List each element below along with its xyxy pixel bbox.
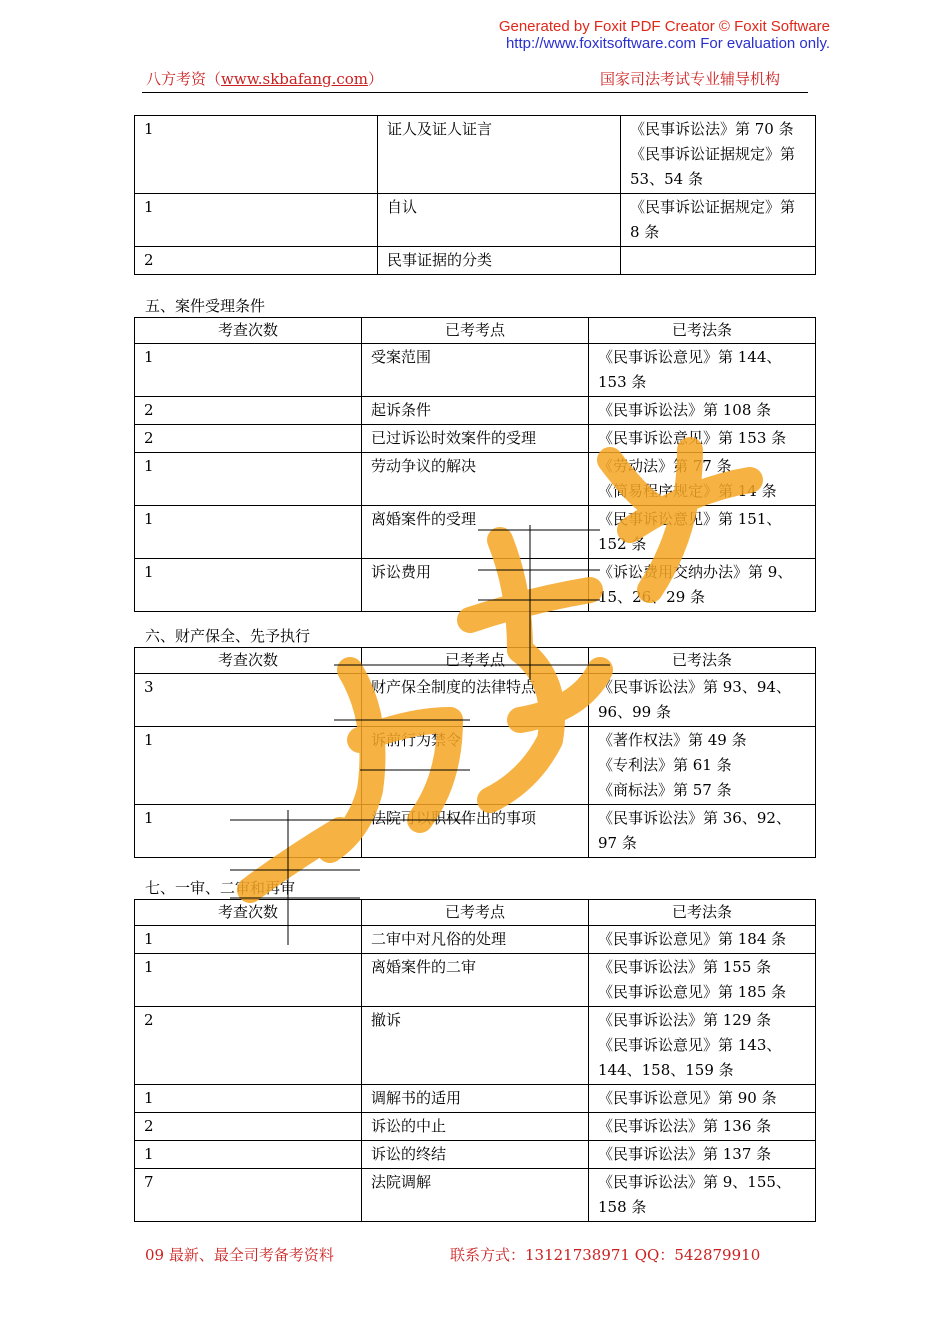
law-article-cell <box>589 425 816 453</box>
table-row <box>135 926 816 954</box>
table-row <box>135 425 816 453</box>
table-row <box>135 194 816 247</box>
exam-point-cell: 法院调解 <box>362 1169 589 1222</box>
law-article-line: 《民事诉讼证据规定》第 53、54 条 <box>630 145 796 188</box>
law-article-line: 《简易程序规定》第 14 条 <box>598 482 777 500</box>
table-continuation <box>134 115 816 275</box>
law-article-cell <box>621 247 816 275</box>
law-article-line: 《民事诉讼法》第 36、92、97 条 <box>598 809 791 852</box>
exam-point-cell: 诉讼的中止 <box>362 1113 589 1141</box>
exam-count-cell: 1 <box>135 506 362 559</box>
law-article-cell <box>621 194 816 247</box>
table-row <box>135 453 816 506</box>
evidence-table <box>134 115 816 275</box>
law-article-cell <box>589 727 816 805</box>
section-7-block <box>134 899 816 1222</box>
law-article-cell <box>589 1141 816 1169</box>
law-article-line: 《民事诉讼法》第 155 条 <box>598 958 772 976</box>
law-article-cell <box>589 674 816 727</box>
exam-point-cell: 财产保全制度的法律特点 <box>362 674 589 727</box>
exam-point-cell: 诉讼费用 <box>362 559 589 612</box>
table-row <box>135 506 816 559</box>
exam-point-cell: 法院可以职权作出的事项 <box>362 805 589 858</box>
law-article-line: 《民事诉讼法》第 137 条 <box>598 1145 772 1163</box>
section-6-title: 六、财产保全、先予执行 <box>145 627 311 645</box>
law-article-cell <box>589 805 816 858</box>
table-row <box>135 805 816 858</box>
exam-point-cell: 起诉条件 <box>362 397 589 425</box>
law-article-cell <box>589 1007 816 1085</box>
exam-point-cell: 劳动争议的解决 <box>362 453 589 506</box>
header-brand: 八方考资（ <box>146 70 222 88</box>
law-article-line <box>630 248 808 273</box>
exam-point-cell: 自认 <box>378 194 621 247</box>
foxit-line-2[interactable]: http://www.foxitsoftware.com For evaluation only. <box>505 35 830 52</box>
section-6-table <box>134 647 816 858</box>
footer-contact: 联系方式：13121738971 QQ：542879910 <box>450 1246 761 1264</box>
exam-count-cell: 2 <box>135 397 362 425</box>
table-row <box>135 344 816 397</box>
exam-point-cell: 离婚案件的二审 <box>362 954 589 1007</box>
section-5-title: 五、案件受理条件 <box>145 297 266 315</box>
table-row <box>135 674 816 727</box>
law-article-line: 《民事诉讼法》第 93、94、96、99 条 <box>598 678 791 721</box>
header-left <box>146 68 383 89</box>
law-article-line: 《民事诉讼法》第 70 条 <box>630 120 794 138</box>
table-row <box>135 1141 816 1169</box>
foxit-banner <box>499 18 830 52</box>
law-article-line: 《民事诉讼意见》第 184 条 <box>598 930 787 948</box>
header-url-link[interactable]: www.skbafang.com <box>221 70 369 88</box>
law-article-line: 《著作权法》第 49 条 <box>598 731 747 749</box>
law-article-line: 《劳动法》第 77 条 <box>598 457 732 475</box>
exam-count-cell: 1 <box>135 1085 362 1113</box>
exam-point-cell: 二审中对凡俗的处理 <box>362 926 589 954</box>
law-article-cell <box>589 397 816 425</box>
law-article-cell <box>589 926 816 954</box>
law-article-cell <box>589 1085 816 1113</box>
exam-count-cell: 1 <box>135 727 362 805</box>
section-6-block <box>134 647 816 858</box>
table-row <box>135 727 816 805</box>
table-header-row <box>135 648 816 674</box>
law-article-line: 《商标法》第 57 条 <box>598 781 732 799</box>
section-7-title: 七、一审、二审和再审 <box>145 879 296 897</box>
foxit-line-1: Generated by Foxit PDF Creator © Foxit Software <box>498 18 830 35</box>
column-header: 考查次数 <box>135 648 362 674</box>
table-row <box>135 1085 816 1113</box>
law-article-cell <box>589 506 816 559</box>
law-article-line: 《民事诉讼法》第 129 条 <box>598 1011 772 1029</box>
header-right: 国家司法考试专业辅导机构 <box>599 70 780 88</box>
exam-point-cell: 民事证据的分类 <box>378 247 621 275</box>
page-header <box>142 68 808 93</box>
law-article-cell <box>589 1169 816 1222</box>
law-article-line: 《民事诉讼法》第 9、155、158 条 <box>598 1173 791 1216</box>
section-5-table <box>134 317 816 612</box>
exam-count-cell: 2 <box>135 1007 362 1085</box>
table-row <box>135 1007 816 1085</box>
table-row <box>135 559 816 612</box>
exam-count-cell: 1 <box>135 344 362 397</box>
law-article-line: 《民事诉讼证据规定》第 8 条 <box>630 198 796 241</box>
exam-count-cell: 2 <box>135 425 362 453</box>
exam-point-cell: 证人及证人证言 <box>378 116 621 194</box>
footer-left: 09 最新、最全司考备考资料 <box>145 1246 334 1264</box>
column-header: 已考考点 <box>362 318 589 344</box>
law-article-line: 《专利法》第 61 条 <box>598 756 732 774</box>
exam-point-cell: 调解书的适用 <box>362 1085 589 1113</box>
law-article-cell <box>589 954 816 1007</box>
exam-count-cell: 1 <box>135 453 362 506</box>
table-row <box>135 397 816 425</box>
column-header: 已考考点 <box>362 648 589 674</box>
law-article-cell <box>589 1113 816 1141</box>
law-article-cell <box>589 453 816 506</box>
law-article-line: 《民事诉讼意见》第 90 条 <box>598 1089 777 1107</box>
exam-count-cell: 2 <box>135 1113 362 1141</box>
law-article-line: 《民事诉讼意见》第 143、144、158、159 条 <box>598 1036 782 1079</box>
section-5-block <box>134 317 816 612</box>
law-article-line: 《民事诉讼意见》第 185 条 <box>598 983 787 1001</box>
exam-count-cell: 3 <box>135 674 362 727</box>
exam-count-cell: 1 <box>135 116 378 194</box>
column-header: 已考法条 <box>589 900 816 926</box>
exam-point-cell: 已过诉讼时效案件的受理 <box>362 425 589 453</box>
table-row <box>135 247 816 275</box>
exam-count-cell: 1 <box>135 1141 362 1169</box>
column-header: 已考考点 <box>362 900 589 926</box>
law-article-line: 《民事诉讼意见》第 153 条 <box>598 429 787 447</box>
exam-count-cell: 2 <box>135 247 378 275</box>
exam-count-cell: 7 <box>135 1169 362 1222</box>
table-header-row <box>135 900 816 926</box>
table-row <box>135 954 816 1007</box>
exam-point-cell: 撤诉 <box>362 1007 589 1085</box>
table-row <box>135 1169 816 1222</box>
table-header-row <box>135 318 816 344</box>
law-article-cell <box>589 559 816 612</box>
section-7-table <box>134 899 816 1222</box>
law-article-line: 《民事诉讼意见》第 144、153 条 <box>598 348 782 391</box>
exam-point-cell: 受案范围 <box>362 344 589 397</box>
column-header: 已考法条 <box>589 648 816 674</box>
column-header: 考查次数 <box>135 900 362 926</box>
law-article-cell <box>621 116 816 194</box>
exam-count-cell: 1 <box>135 926 362 954</box>
exam-point-cell: 离婚案件的受理 <box>362 506 589 559</box>
table-row <box>135 116 816 194</box>
exam-count-cell: 1 <box>135 559 362 612</box>
exam-count-cell: 1 <box>135 194 378 247</box>
page-footer <box>145 1244 805 1265</box>
law-article-line: 《民事诉讼意见》第 151、152 条 <box>598 510 782 553</box>
column-header: 已考法条 <box>589 318 816 344</box>
law-article-line: 《民事诉讼法》第 108 条 <box>598 401 772 419</box>
table-row <box>135 1113 816 1141</box>
exam-count-cell: 1 <box>135 805 362 858</box>
exam-point-cell: 诉讼的终结 <box>362 1141 589 1169</box>
law-article-line: 《诉讼费用交纳办法》第 9、15、26、29 条 <box>598 563 793 606</box>
header-bracket: ） <box>368 70 384 88</box>
exam-point-cell: 诉前行为禁令 <box>362 727 589 805</box>
exam-count-cell: 1 <box>135 954 362 1007</box>
law-article-line: 《民事诉讼法》第 136 条 <box>598 1117 772 1135</box>
law-article-cell <box>589 344 816 397</box>
column-header: 考查次数 <box>135 318 362 344</box>
